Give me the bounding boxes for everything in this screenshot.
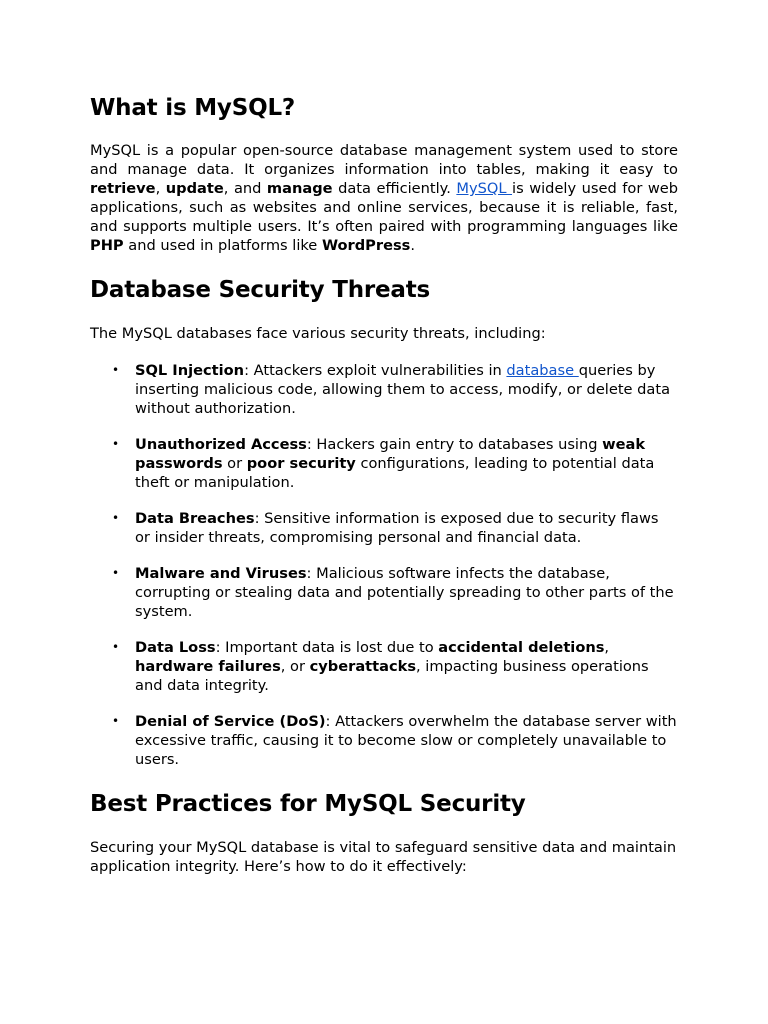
text-run: , bbox=[604, 639, 610, 656]
text-run: , bbox=[155, 180, 166, 197]
text-run: or bbox=[222, 455, 247, 472]
text-run: and used in platforms like bbox=[123, 237, 322, 254]
list-item-data-breaches bbox=[90, 509, 678, 547]
bold-wordpress: WordPress bbox=[321, 237, 411, 254]
threat-title: Malware and Viruses bbox=[135, 565, 307, 582]
text-run: : Important data is lost due to bbox=[215, 639, 439, 656]
text-run: is widely used for web applications, such as websites and online services, because it is reliable, fast, and supports multiple users. It’s often paired with programming languages like bbox=[90, 180, 679, 235]
text-run: data efficiently. bbox=[332, 180, 457, 197]
paragraph-best-practices-intro: Securing your MySQL database is vital to safeguard sensitive data and maintain application integrity. Here’s how to do it effectively: bbox=[90, 839, 677, 875]
list-item-denial-of-service bbox=[90, 712, 678, 769]
paragraph-mysql-intro bbox=[90, 141, 678, 255]
bullet-icon: • bbox=[112, 363, 120, 377]
text-run: , impacting business operations and data integrity. bbox=[135, 658, 649, 694]
text-run: , and bbox=[223, 180, 267, 197]
text-run: . bbox=[410, 237, 415, 254]
document-page bbox=[90, 90, 678, 876]
bullet-icon: • bbox=[112, 640, 120, 654]
text-run: : Attackers exploit vulnerabilities in bbox=[244, 362, 507, 379]
threat-title: Unauthorized Access bbox=[135, 436, 307, 453]
list-item-unauthorized-access bbox=[90, 435, 678, 492]
bullet-icon: • bbox=[112, 511, 120, 525]
text-run: : Attackers overwhelm the database server with excessive traffic, causing it to become slow or completely unavailable to users. bbox=[135, 713, 677, 768]
threat-title: Data Breaches bbox=[135, 510, 255, 527]
bold-weak-passwords: weak passwords bbox=[135, 436, 646, 472]
bullet-icon: • bbox=[112, 566, 120, 580]
text-run: , or bbox=[280, 658, 310, 675]
bold-update: update bbox=[165, 180, 224, 197]
text-run: : Malicious software infects the database, corrupting or stealing data and potentially spreading to other parts of the system. bbox=[135, 565, 674, 620]
bullet-icon: • bbox=[112, 714, 120, 728]
paragraph-threats-intro: The MySQL databases face various security threats, including: bbox=[90, 325, 546, 342]
threats-list bbox=[90, 361, 678, 769]
list-item-data-loss bbox=[90, 638, 678, 695]
bold-php: PHP bbox=[90, 237, 124, 254]
heading-database-security-threats: Database Security Threats bbox=[90, 277, 431, 303]
threat-title: Denial of Service (DoS) bbox=[135, 713, 326, 730]
bold-retrieve: retrieve bbox=[90, 180, 156, 197]
heading-best-practices: Best Practices for MySQL Security bbox=[90, 791, 526, 817]
text-run: MySQL is a popular open-source database management system used to store and manage data. It organizes information into tables, making it easy to bbox=[90, 142, 678, 178]
heading-what-is-mysql: What is MySQL? bbox=[90, 95, 296, 121]
text-run: : Hackers gain entry to databases using bbox=[306, 436, 603, 453]
text-run: : Sensitive information is exposed due to security flaws or insider threats, compromising personal and financial data. bbox=[135, 510, 659, 546]
bold-cyberattacks: cyberattacks bbox=[309, 658, 417, 675]
link-database[interactable]: database bbox=[506, 362, 579, 379]
list-item-malware-viruses bbox=[90, 564, 678, 621]
list-item-sql-injection bbox=[90, 361, 678, 418]
text-run: queries by inserting malicious code, allowing them to access, modify, or delete data without authorization. bbox=[135, 362, 671, 417]
bullet-icon: • bbox=[112, 437, 120, 451]
text-run: configurations, leading to potential data theft or manipulation. bbox=[135, 455, 655, 491]
bold-poor-security: poor security bbox=[246, 455, 356, 472]
bold-accidental-deletions: accidental deletions bbox=[438, 639, 605, 656]
threat-title: Data Loss bbox=[135, 639, 216, 656]
threat-title: SQL Injection bbox=[135, 362, 245, 379]
bold-hardware-failures: hardware failures bbox=[135, 658, 281, 675]
link-mysql[interactable]: MySQL bbox=[456, 180, 513, 197]
bold-manage: manage bbox=[266, 180, 333, 197]
